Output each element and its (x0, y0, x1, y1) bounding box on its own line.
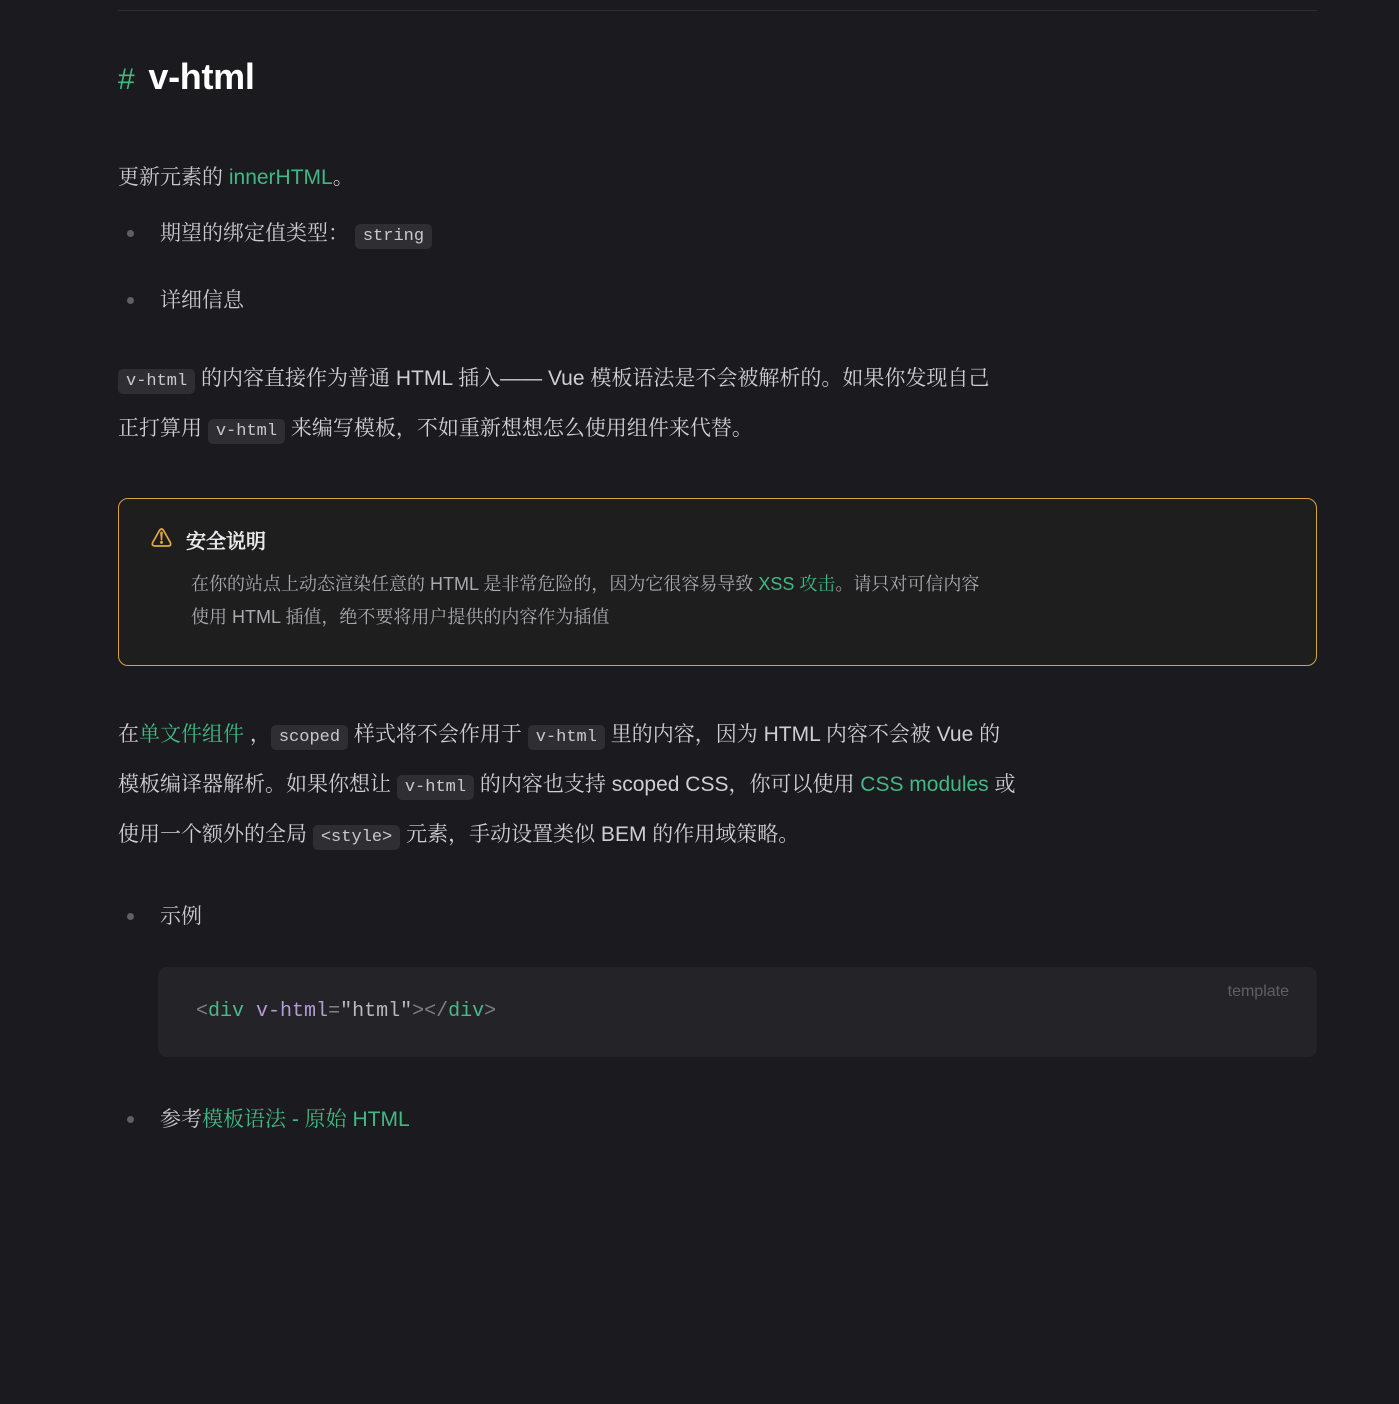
details-line-2-prefix: 正打算用 (118, 416, 208, 440)
scoped-text-e: 模板编译器解析。如果你想让 (118, 772, 397, 796)
code-token-end-tag: div (448, 1000, 485, 1024)
details-line-1-text: 的内容直接作为普通 HTML 插入—— Vue 模板语法是不会被解析的。如果你发现自己 (195, 366, 990, 390)
warning-header (151, 525, 1284, 554)
warning-triangle-icon: ⚠ (151, 527, 172, 551)
scoped-text-b: ， (244, 722, 271, 746)
warning-body (191, 568, 1284, 635)
code-token-attr: v-html (256, 1000, 329, 1024)
code-token-end-open: </ (424, 1000, 449, 1024)
scoped-text-h: 使用一个额外的全局 (118, 822, 313, 846)
example-bullet-list (118, 900, 1317, 934)
page-title-text: v-html (148, 56, 255, 97)
scoped-text-i: 元素，手动设置类似 BEM 的作用域策略。 (400, 822, 800, 846)
code-language-label: template (1227, 983, 1289, 1001)
scoped-line-1 (118, 714, 1317, 756)
code-token-eq: = (328, 1000, 341, 1024)
security-warning-box (118, 498, 1317, 666)
intro-paragraph (118, 160, 1317, 197)
list-item-example (118, 900, 1317, 934)
code-token-space (244, 1000, 256, 1023)
scoped-code: scoped (271, 725, 348, 750)
scoped-text-d: 里的内容，因为 HTML 内容不会被 Vue 的 (604, 722, 1001, 746)
warning-title-text: 安全说明 (186, 530, 266, 553)
details-body (118, 358, 1317, 450)
code-token-tag: div (208, 1000, 245, 1024)
sfc-link[interactable]: 单文件组件 (139, 722, 244, 746)
v-html-code-1: v-html (118, 369, 195, 394)
intro-text-after: 。 (332, 166, 354, 189)
xss-attack-link[interactable]: XSS 攻击 (758, 573, 836, 594)
scoped-text-a: 在 (118, 722, 139, 746)
expected-type-code: string (355, 224, 432, 249)
code-block-template (158, 967, 1317, 1057)
code-token-gt: > (412, 1000, 425, 1024)
scoped-text-g: 或 (988, 772, 1016, 796)
details-line-2 (118, 408, 1317, 450)
code-token-end-gt: > (484, 1000, 497, 1024)
warning-text-3: 使用 HTML 插值，绝不要将用户提供的内容作为插值 (191, 607, 610, 628)
expected-type-label: 期望的绑定值类型： (160, 221, 349, 245)
details-line-1 (118, 358, 1317, 400)
list-item-reference (118, 1103, 1317, 1137)
intro-text-before: 更新元素的 (118, 166, 229, 189)
warning-text-1: 在你的站点上动态渲染任意的 HTML 是非常危险的，因为它很容易导致 (191, 573, 759, 594)
warning-text-2: 。请只对可信内容 (835, 573, 980, 594)
scoped-line-2 (118, 764, 1317, 806)
top-divider (118, 10, 1317, 11)
details-label: 详细信息 (160, 289, 244, 313)
v-html-code-3: v-html (528, 725, 605, 750)
heading-anchor-icon[interactable]: # (118, 63, 135, 96)
code-token-open: < (196, 1000, 209, 1024)
details-bullet-list (118, 217, 1317, 318)
css-modules-link[interactable]: CSS modules (860, 772, 989, 796)
list-item-expected-type (118, 217, 1317, 251)
scoped-text-f: 的内容也支持 scoped CSS，你可以使用 (474, 772, 861, 796)
list-item-details (118, 284, 1317, 318)
page-title (118, 56, 1317, 98)
v-html-code-2: v-html (208, 419, 285, 444)
reference-bullet-list (118, 1103, 1317, 1137)
style-element-code: <style> (313, 825, 400, 850)
scoped-line-3 (118, 814, 1317, 856)
innerhtml-link[interactable]: innerHTML (228, 166, 333, 189)
v-html-code-4: v-html (397, 775, 474, 800)
scoped-text-c: 样式将不会作用于 (348, 722, 528, 746)
scoped-style-body (118, 714, 1317, 856)
code-block-content[interactable] (196, 997, 1279, 1027)
details-line-2-suffix: 来编写模板，不如重新想想怎么使用组件来代替。 (285, 416, 753, 440)
template-syntax-raw-html-link[interactable]: 模板语法 - 原始 HTML (202, 1108, 410, 1132)
code-token-value: "html" (340, 1000, 413, 1024)
reference-prefix: 参考 (160, 1108, 202, 1132)
example-label: 示例 (160, 904, 202, 928)
